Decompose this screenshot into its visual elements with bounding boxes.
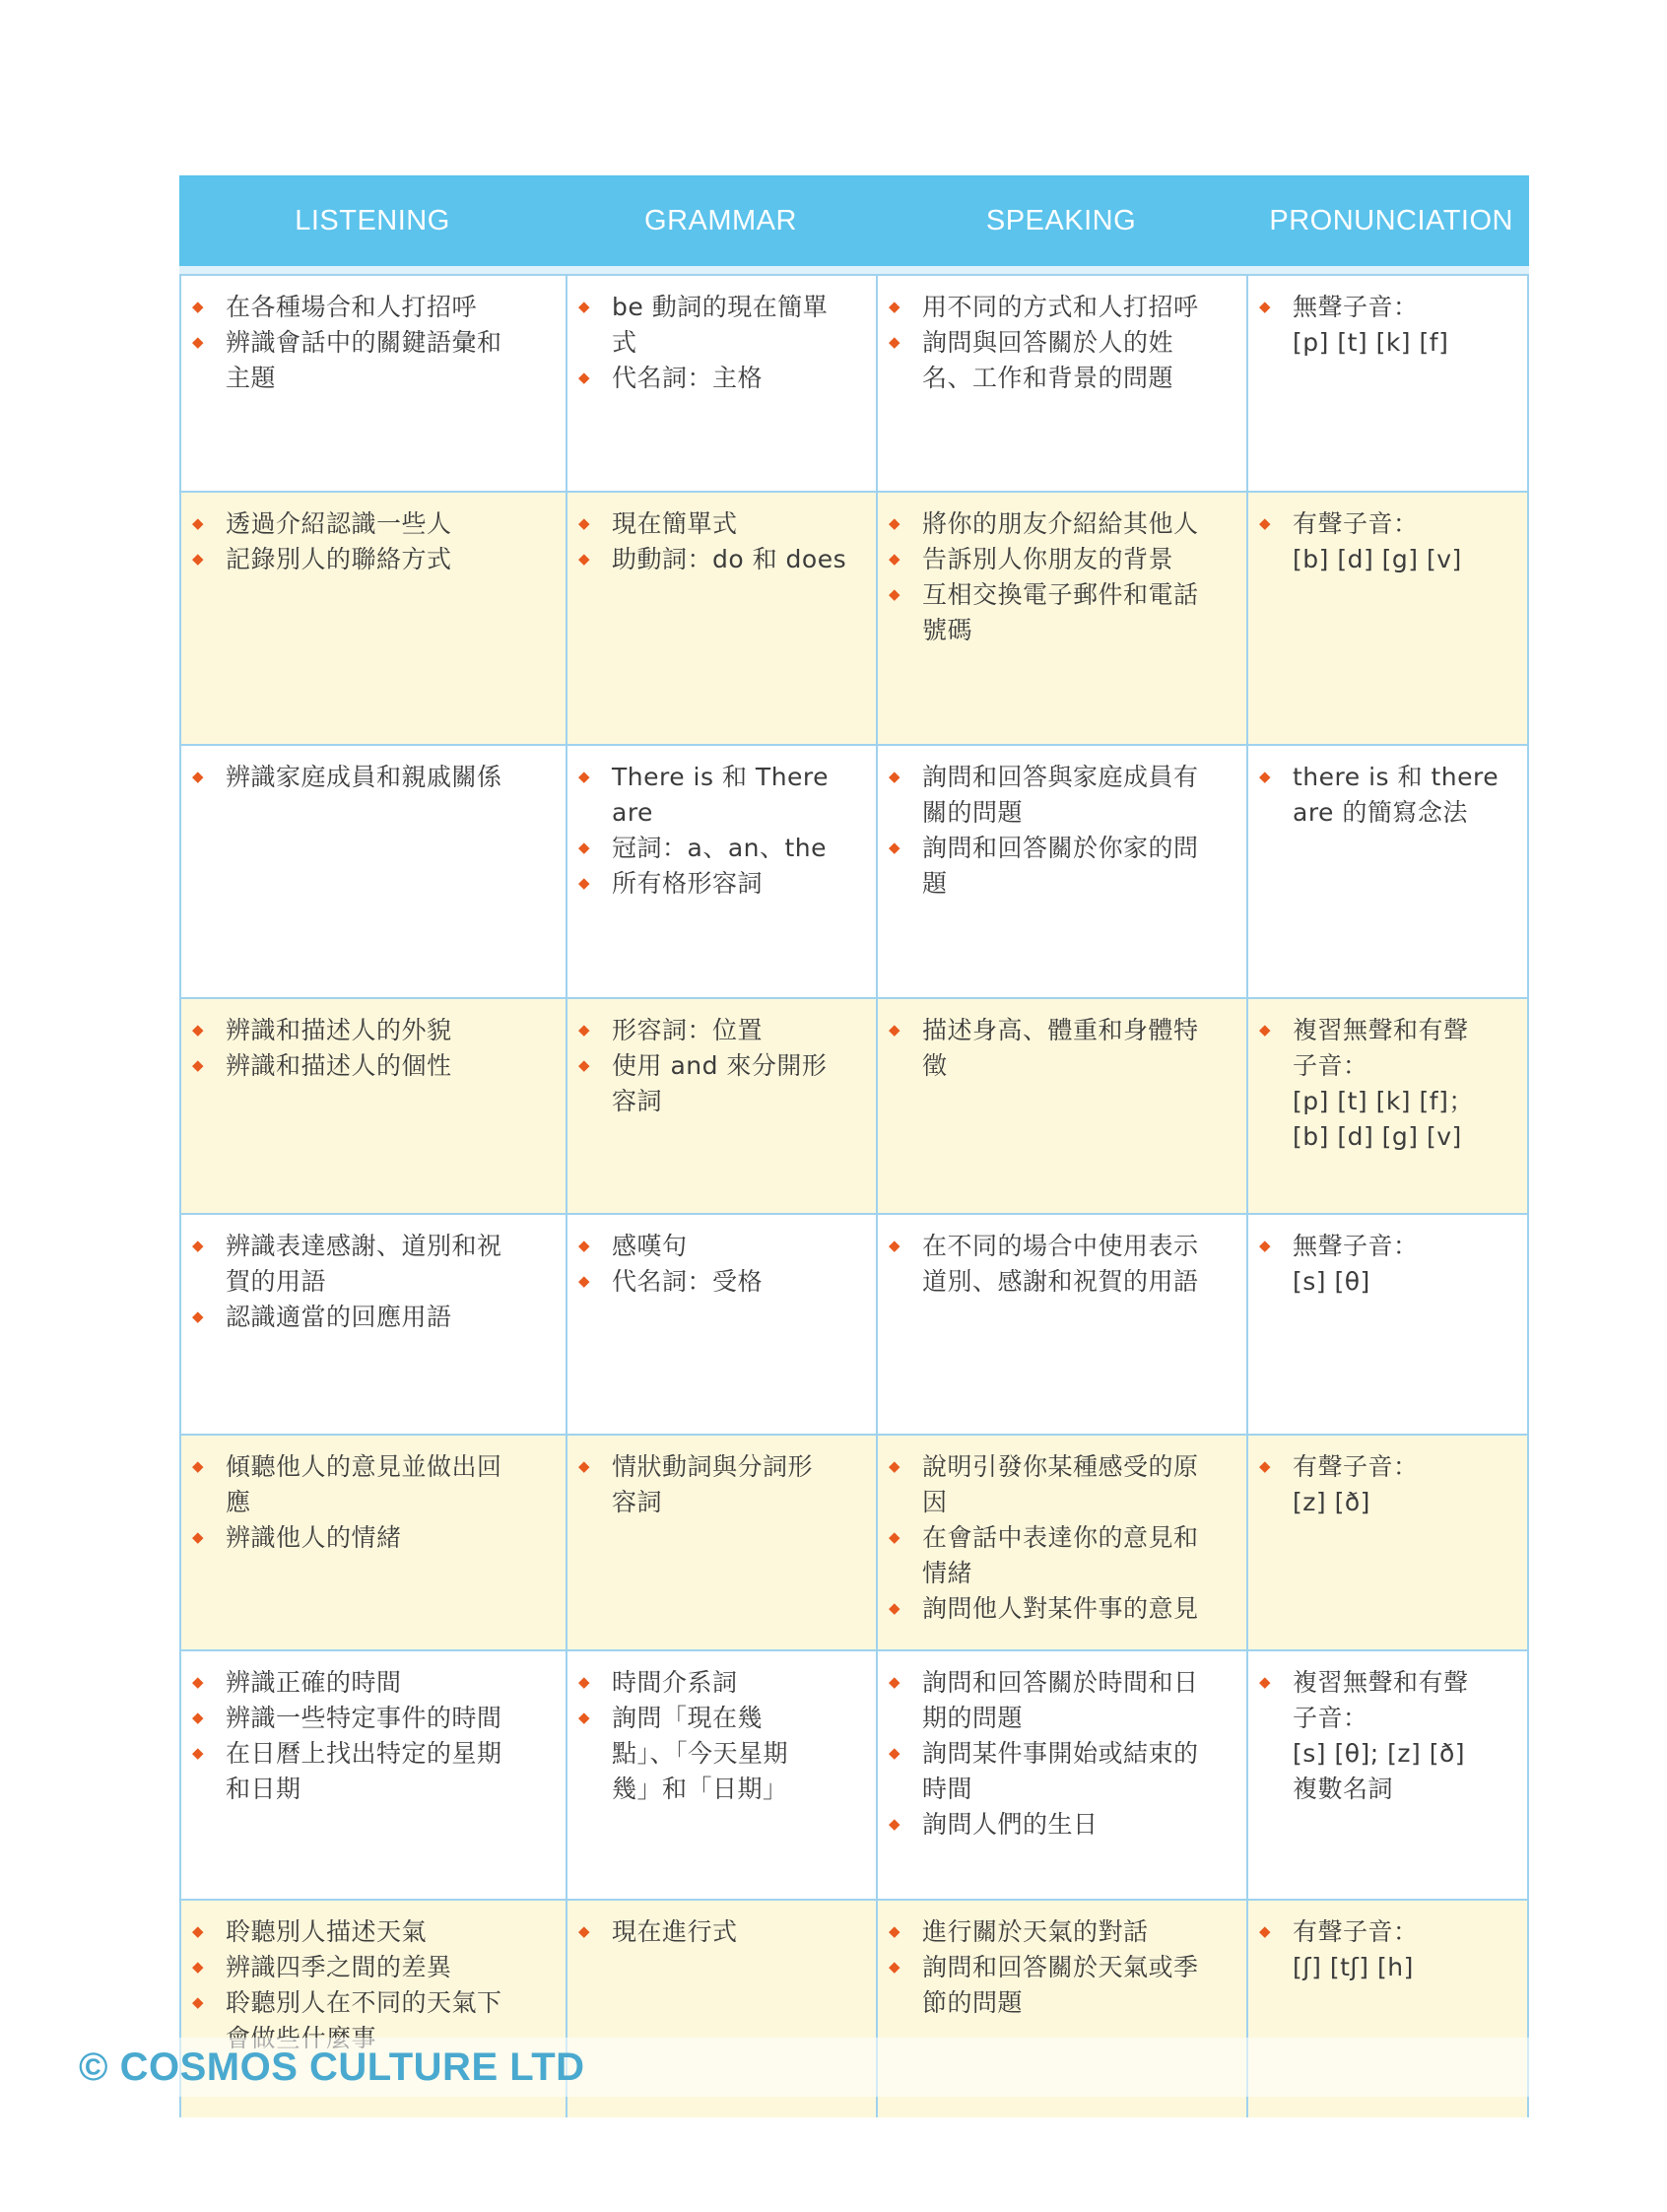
diamond-bullet-icon: ◆ [1259, 1237, 1272, 1254]
table-body [179, 274, 1529, 2117]
item-text: 聆聽別人在不同的天氣下 [226, 1988, 502, 2017]
list-item [189, 1229, 554, 1300]
table-header [179, 175, 1529, 274]
item-text: [b] [d] [g] [v] [1293, 545, 1462, 573]
item-text: 告訴別人你朋友的背景 [922, 545, 1174, 573]
item-text: there is 和 there [1293, 763, 1500, 791]
item-text: 詢問和回答關於你家的問 [922, 834, 1199, 862]
item-text: 辨識會話中的關鍵語彙和 [226, 328, 502, 357]
header-speaking: SPEAKING [985, 204, 1137, 236]
diamond-bullet-icon: ◆ [578, 298, 591, 315]
diamond-bullet-icon: ◆ [578, 838, 591, 856]
diamond-bullet-icon: ◆ [192, 1709, 205, 1726]
list-item [575, 831, 864, 866]
list-item [189, 1048, 554, 1084]
table-row [179, 997, 1529, 1213]
header-listening: LISTENING [295, 204, 450, 236]
item-text: 應 [226, 1488, 251, 1516]
diamond-bullet-icon: ◆ [578, 874, 591, 892]
diamond-bullet-icon: ◆ [192, 1744, 205, 1762]
list-item [189, 1701, 554, 1736]
item-text: 互相交換電子郵件和電話 [922, 580, 1199, 609]
cell-listening [179, 746, 566, 997]
diamond-bullet-icon: ◆ [578, 1021, 591, 1039]
list-item [189, 1300, 554, 1335]
item-text: 助動詞：do 和 does [612, 545, 847, 573]
item-text: 進行關於天氣的對話 [922, 1917, 1149, 1946]
list-item [575, 542, 864, 577]
list-item [886, 325, 1234, 396]
list-item [575, 1048, 864, 1119]
item-text: 認識適當的回應用語 [226, 1303, 452, 1331]
list-item [575, 506, 864, 542]
curriculum-table [179, 175, 1529, 2117]
item-text: 有聲子音： [1293, 509, 1419, 538]
cell-pronunciation [1246, 746, 1529, 997]
diamond-bullet-icon: ◆ [889, 333, 901, 351]
cell-listening [179, 1436, 566, 1649]
item-text: 記錄別人的聯絡方式 [226, 545, 452, 573]
list-item [575, 1665, 864, 1701]
diamond-bullet-icon: ◆ [192, 1922, 205, 1940]
diamond-bullet-icon: ◆ [889, 768, 901, 785]
list-item [1256, 506, 1515, 577]
item-text: 號碼 [922, 616, 973, 644]
list-item [189, 1013, 554, 1048]
table-row [179, 274, 1529, 491]
diamond-bullet-icon: ◆ [578, 768, 591, 785]
item-text: 詢問和回答關於時間和日 [922, 1668, 1199, 1697]
diamond-bullet-icon: ◆ [192, 550, 205, 568]
item-text: 有聲子音： [1293, 1452, 1419, 1481]
list-item [189, 325, 554, 396]
cell-listening [179, 1651, 566, 1899]
list-item [189, 1665, 554, 1701]
item-text: 描述身高、體重和身體特 [922, 1016, 1199, 1044]
item-text: 關的問題 [922, 798, 1024, 827]
list-item [575, 1229, 864, 1264]
cell-pronunciation [1246, 999, 1529, 1213]
list-item [886, 1914, 1234, 1950]
item-text: 詢問與回答關於人的姓 [922, 328, 1174, 357]
cell-pronunciation [1246, 276, 1529, 491]
diamond-bullet-icon: ◆ [889, 1599, 901, 1617]
diamond-bullet-icon: ◆ [192, 1237, 205, 1254]
diamond-bullet-icon: ◆ [1259, 1021, 1272, 1039]
item-text: 情狀動詞與分詞形 [612, 1452, 814, 1481]
cell-grammar [566, 1651, 876, 1899]
list-item [1256, 760, 1515, 831]
item-text: 節的問題 [922, 1988, 1024, 2017]
header-grammar: GRAMMAR [644, 204, 797, 236]
list-item [189, 1950, 554, 1985]
cell-speaking [876, 493, 1246, 744]
list-item [189, 1736, 554, 1807]
item-text: 題 [922, 869, 948, 898]
item-text: 現在進行式 [612, 1917, 738, 1946]
header-pronunciation: PRONUNCIATION [1269, 204, 1513, 236]
list-item [575, 1914, 864, 1950]
list-item [1256, 1449, 1515, 1520]
list-item [886, 506, 1234, 542]
item-text: 期的問題 [922, 1704, 1024, 1732]
diamond-bullet-icon: ◆ [578, 1673, 591, 1691]
item-text: There is 和 There are [612, 763, 830, 827]
cell-listening [179, 276, 566, 491]
cell-grammar [566, 276, 876, 491]
item-text: 說明引發你某種感受的原 [922, 1452, 1199, 1481]
list-item [1256, 1229, 1515, 1300]
item-text: 透過介紹認識一些人 [226, 509, 452, 538]
list-item [189, 1520, 554, 1556]
item-text: 因 [922, 1488, 948, 1516]
diamond-bullet-icon: ◆ [889, 1673, 901, 1691]
cell-speaking [876, 1436, 1246, 1649]
list-item [575, 1449, 864, 1520]
table-row [179, 1649, 1529, 1899]
item-text: 有聲子音： [1293, 1917, 1419, 1946]
list-item [886, 577, 1234, 648]
diamond-bullet-icon: ◆ [192, 333, 205, 351]
diamond-bullet-icon: ◆ [578, 369, 591, 386]
diamond-bullet-icon: ◆ [1259, 514, 1272, 532]
diamond-bullet-icon: ◆ [889, 1815, 901, 1833]
list-item [189, 1914, 554, 1950]
item-text: 聆聽別人描述天氣 [226, 1917, 428, 1946]
cell-pronunciation [1246, 1215, 1529, 1434]
item-text: 辨識正確的時間 [226, 1668, 402, 1697]
item-text: 徵 [922, 1051, 948, 1080]
diamond-bullet-icon: ◆ [1259, 768, 1272, 785]
diamond-bullet-icon: ◆ [889, 838, 901, 856]
item-text: 在會話中表達你的意見和 [922, 1523, 1199, 1552]
item-text: 子音： [1293, 1051, 1368, 1080]
diamond-bullet-icon: ◆ [578, 1272, 591, 1290]
item-text: 傾聽他人的意見並做出回 [226, 1452, 502, 1481]
item-text: 複習無聲和有聲 [1293, 1016, 1469, 1044]
item-text: 代名詞：受格 [612, 1267, 764, 1296]
cell-pronunciation [1246, 1651, 1529, 1899]
item-text: 辨識和描述人的個性 [226, 1051, 452, 1080]
list-item [189, 506, 554, 542]
list-item [1256, 1013, 1515, 1155]
diamond-bullet-icon: ◆ [578, 1922, 591, 1940]
diamond-bullet-icon: ◆ [889, 1237, 901, 1254]
item-text: 幾」和「日期」 [612, 1775, 788, 1803]
item-text: 感嘆句 [612, 1232, 688, 1260]
diamond-bullet-icon: ◆ [192, 1307, 205, 1325]
item-text: 無聲子音： [1293, 293, 1419, 321]
cell-grammar [566, 999, 876, 1213]
list-item [575, 290, 864, 361]
item-text: [s] [θ] [1293, 1267, 1370, 1296]
diamond-bullet-icon: ◆ [889, 1922, 901, 1940]
diamond-bullet-icon: ◆ [578, 514, 591, 532]
cell-pronunciation [1246, 493, 1529, 744]
item-text: 容詞 [612, 1488, 663, 1516]
diamond-bullet-icon: ◆ [889, 550, 901, 568]
list-item [886, 542, 1234, 577]
item-text: 將你的朋友介紹給其他人 [922, 509, 1199, 538]
item-text: 詢問某件事開始或結束的 [922, 1739, 1199, 1768]
list-item [886, 1229, 1234, 1300]
item-text: 時間介系詞 [612, 1668, 738, 1697]
item-text: 名、工作和背景的問題 [922, 364, 1174, 392]
cell-grammar [566, 1436, 876, 1649]
item-text: 現在簡單式 [612, 509, 738, 538]
list-item [575, 760, 864, 831]
diamond-bullet-icon: ◆ [192, 298, 205, 315]
item-text: [s] [θ]; [z] [ð] [1293, 1739, 1466, 1768]
item-text: 無聲子音： [1293, 1232, 1419, 1260]
item-text: [b] [d] [g] [v] [1293, 1122, 1462, 1151]
cell-listening [179, 999, 566, 1213]
diamond-bullet-icon: ◆ [889, 1457, 901, 1475]
diamond-bullet-icon: ◆ [192, 1457, 205, 1475]
list-item [189, 1449, 554, 1520]
diamond-bullet-icon: ◆ [889, 298, 901, 315]
list-item [886, 1449, 1234, 1520]
diamond-bullet-icon: ◆ [1259, 1457, 1272, 1475]
list-item [886, 1736, 1234, 1807]
item-text: 詢問「現在幾 [612, 1704, 764, 1732]
list-item [886, 1591, 1234, 1627]
item-text: 子音： [1293, 1704, 1368, 1732]
item-text: 點」、「今天星期 [612, 1739, 789, 1768]
cell-speaking [876, 999, 1246, 1213]
diamond-bullet-icon: ◆ [192, 1021, 205, 1039]
list-item [189, 290, 554, 325]
item-text: 代名詞：主格 [612, 364, 764, 392]
list-item [886, 1013, 1234, 1084]
diamond-bullet-icon: ◆ [889, 1744, 901, 1762]
item-text: be 動詞的現在簡單 [612, 293, 829, 321]
item-text: 辨識和描述人的外貌 [226, 1016, 452, 1044]
diamond-bullet-icon: ◆ [889, 1958, 901, 1976]
cell-speaking [876, 276, 1246, 491]
item-text: 複數名詞 [1293, 1775, 1394, 1803]
diamond-bullet-icon: ◆ [192, 514, 205, 532]
diamond-bullet-icon: ◆ [192, 1993, 205, 2011]
item-text: 詢問他人對某件事的意見 [922, 1594, 1199, 1623]
cell-speaking [876, 1651, 1246, 1899]
item-text: 辨識一些特定事件的時間 [226, 1704, 502, 1732]
diamond-bullet-icon: ◆ [192, 768, 205, 785]
list-item [886, 831, 1234, 902]
item-text: are 的簡寫念法 [1293, 798, 1468, 827]
item-text: 形容詞：位置 [612, 1016, 764, 1044]
list-item [886, 1950, 1234, 2021]
item-text: 辨識四季之間的差異 [226, 1953, 452, 1981]
diamond-bullet-icon: ◆ [1259, 1673, 1272, 1691]
item-text: 和日期 [226, 1775, 301, 1803]
item-text: 用不同的方式和人打招呼 [922, 293, 1199, 321]
item-text: [ʃ] [tʃ] [h] [1293, 1953, 1414, 1981]
list-item [575, 1701, 864, 1807]
item-text: [z] [ð] [1293, 1488, 1370, 1516]
item-text: 情緒 [922, 1559, 973, 1587]
diamond-bullet-icon: ◆ [578, 1709, 591, 1726]
cell-listening [179, 493, 566, 744]
list-item [575, 1264, 864, 1300]
cell-listening [179, 1215, 566, 1434]
list-item [886, 1665, 1234, 1736]
diamond-bullet-icon: ◆ [192, 1958, 205, 1976]
cell-speaking [876, 1215, 1246, 1434]
list-item [886, 760, 1234, 831]
cell-pronunciation [1246, 1436, 1529, 1649]
list-item [189, 760, 554, 795]
list-item [575, 1013, 864, 1048]
item-text: 容詞 [612, 1087, 663, 1115]
diamond-bullet-icon: ◆ [889, 1021, 901, 1039]
cell-grammar [566, 1215, 876, 1434]
item-text: [p] [t] [k] [f]； [1293, 1087, 1474, 1115]
item-text: 所有格形容詞 [612, 869, 764, 898]
item-text: 詢問人們的生日 [922, 1810, 1099, 1839]
list-item [886, 290, 1234, 325]
item-text: 詢問和回答與家庭成員有 [922, 763, 1199, 791]
list-item [1256, 1914, 1515, 1985]
cell-speaking [876, 746, 1246, 997]
item-text: [p] [t] [k] [f] [1293, 328, 1449, 357]
diamond-bullet-icon: ◆ [192, 1673, 205, 1691]
diamond-bullet-icon: ◆ [192, 1056, 205, 1074]
diamond-bullet-icon: ◆ [578, 550, 591, 568]
item-text: 在各種場合和人打招呼 [226, 293, 478, 321]
diamond-bullet-icon: ◆ [1259, 1922, 1272, 1940]
item-text: 使用 and 來分開形 [612, 1051, 828, 1080]
list-item [575, 361, 864, 396]
item-text: 冠詞：a、an、the [612, 834, 828, 862]
table-row [179, 1434, 1529, 1649]
item-text: 辨識表達感謝、道別和祝 [226, 1232, 502, 1260]
list-item [575, 866, 864, 902]
list-item [886, 1520, 1234, 1591]
list-item [886, 1807, 1234, 1843]
watermark-text: © COSMOS CULTURE LTD [79, 2045, 585, 2089]
diamond-bullet-icon: ◆ [889, 585, 901, 603]
item-text: 辨識他人的情緒 [226, 1523, 402, 1552]
list-item [1256, 1665, 1515, 1807]
list-item [1256, 290, 1515, 361]
item-text: 複習無聲和有聲 [1293, 1668, 1469, 1697]
item-text: 時間 [922, 1775, 973, 1803]
item-text: 式 [612, 328, 637, 357]
diamond-bullet-icon: ◆ [889, 1528, 901, 1546]
item-text: 在不同的場合中使用表示 [922, 1232, 1199, 1260]
diamond-bullet-icon: ◆ [192, 1528, 205, 1546]
item-text: 主題 [226, 364, 277, 392]
item-text: 辨識家庭成員和親戚關係 [226, 763, 502, 791]
cell-grammar [566, 493, 876, 744]
table-row [179, 1213, 1529, 1434]
item-text: 詢問和回答關於天氣或季 [922, 1953, 1199, 1981]
table-row [179, 744, 1529, 997]
diamond-bullet-icon: ◆ [889, 514, 901, 532]
cell-grammar [566, 746, 876, 997]
table-row [179, 491, 1529, 744]
item-text: 在日曆上找出特定的星期 [226, 1739, 502, 1768]
diamond-bullet-icon: ◆ [578, 1457, 591, 1475]
diamond-bullet-icon: ◆ [578, 1056, 591, 1074]
item-text: 道別、感謝和祝賀的用語 [922, 1267, 1199, 1296]
diamond-bullet-icon: ◆ [578, 1237, 591, 1254]
item-text: 賀的用語 [226, 1267, 327, 1296]
list-item [189, 542, 554, 577]
diamond-bullet-icon: ◆ [1259, 298, 1272, 315]
